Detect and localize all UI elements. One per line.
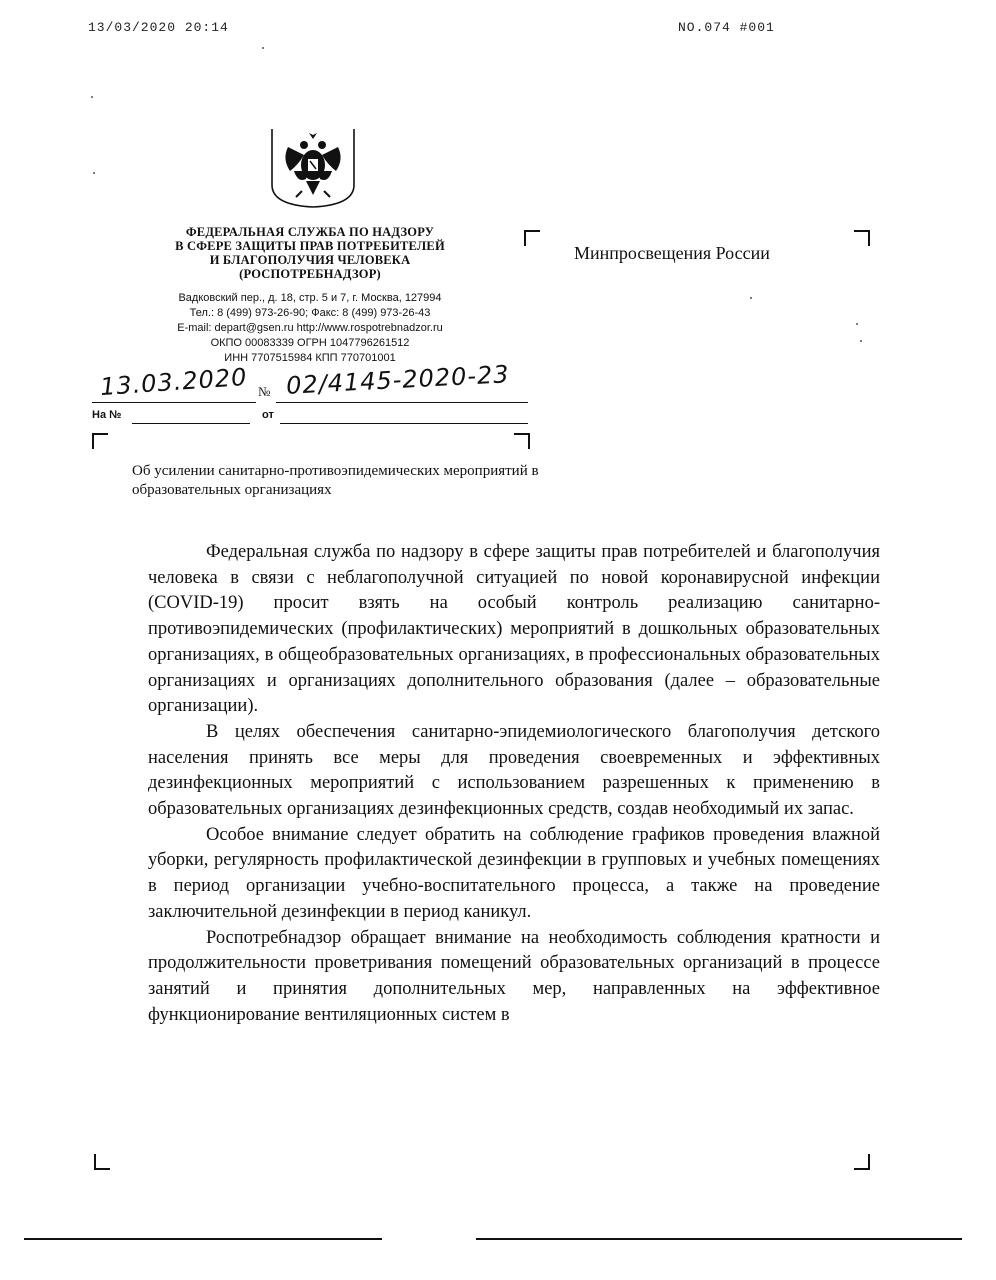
scan-speck [750, 297, 752, 299]
number-sign: № [258, 384, 271, 399]
number-underline [276, 402, 528, 403]
sender-contacts [100, 291, 520, 366]
sender-name [100, 225, 520, 281]
subject-bracket-top-right [514, 433, 530, 449]
scan-speck [91, 96, 93, 98]
sender-block [100, 225, 520, 366]
body-paragraph: В целях обеспечения санитарно-эпидемиологического благополучия детского населения принять все меры для проведения своевременных и эффективных дезинфекционных мероприятий с использованием разрешенных к применению в образовательных организациях дезинфекционных средств, создав необходимый их запас. [148, 721, 880, 820]
scan-speck [856, 323, 858, 325]
fax-datetime: 13/03/2020 20:14 [88, 20, 229, 35]
date-underline [92, 402, 256, 403]
sender-name-line: В СФЕРЕ ЗАЩИТЫ ПРАВ ПОТРЕБИТЕЛЕЙ [175, 239, 445, 253]
fax-page-id: NO.074 #001 [678, 20, 775, 35]
scan-speck [93, 172, 95, 174]
from-underline [280, 423, 528, 424]
sender-name-line: И БЛАГОПОЛУЧИЯ ЧЕЛОВЕКА [209, 253, 411, 267]
handwritten-date: 13.03.2020 [99, 362, 249, 402]
page-bracket-bottom-right [854, 1154, 870, 1170]
body-paragraph: Федеральная служба по надзору в сфере защиты прав потребителей и благополучия человека в связи с неблагополучной ситуацией по новой коронавирусной инфекции (COVID-19) просит взять на особый контроль реализацию санитарно-противоэпидемических (профилактических) мероприятий в дошкольных образовательных организациях, в общеобразовательных организациях, в профессиональных образовательных организациях и организациях дополнительного образования (далее – образовательные организации). [148, 542, 880, 717]
sender-name-line: ФЕДЕРАЛЬНАЯ СЛУЖБА ПО НАДЗОРУ [185, 225, 435, 239]
handwritten-number: 02/4145-2020-23 [285, 360, 511, 400]
subject-bracket-top-left [92, 433, 108, 449]
scan-speck [262, 47, 264, 49]
sender-okpo-ogrn: ОКПО 00083339 ОГРН 1047796261512 [210, 337, 410, 349]
recipient: Минпросвещения России [574, 243, 770, 263]
sender-inn-kpp: ИНН 7707515984 КПП 770701001 [224, 352, 396, 364]
body-paragraph: Особое внимание следует обратить на соблюдение графиков проведения влажной уборки, регулярность профилактической дезинфекции в групповых и учебных помещениях в период организации учебно-воспитательного процесса, а также на проведение заключительной дезинфекции в период каникул. [148, 824, 880, 922]
sender-phone-fax: Тел.: 8 (499) 973-26-90; Факс: 8 (499) 973-26-43 [189, 307, 431, 319]
recipient-bracket-top-right [854, 230, 870, 246]
page-bracket-bottom-left [94, 1154, 110, 1170]
scan-edge-line [24, 1238, 382, 1240]
scan-speck [860, 340, 862, 342]
sender-name-line: (РОСПОТРЕБНАДЗОР) [239, 267, 381, 281]
sender-address: Вадковский пер., д. 18, стр. 5 и 7, г. Москва, 127994 [178, 292, 442, 304]
from-label: от [262, 409, 274, 421]
reference-label: На № [92, 409, 122, 421]
scan-edge-line [476, 1238, 962, 1240]
letter-body [148, 540, 880, 1028]
sender-email-web: E-mail: depart@gsen.ru http://www.rospotrebnadzor.ru [177, 322, 443, 334]
letter-subject: Об усилении санитарно-противоэпидемических мероприятий в образовательных организациях [132, 463, 539, 498]
russian-coat-of-arms-icon [268, 125, 358, 209]
recipient-bracket-top-left [524, 230, 540, 246]
reference-underline [132, 423, 250, 424]
body-paragraph: Роспотребнадзор обращает внимание на необходимость соблюдения кратности и продолжительности проветривания помещений образовательных организаций в процессе занятий и принятия дополнительных мер, направленных на эффективное функционирование вентиляционных систем в [148, 927, 880, 1025]
